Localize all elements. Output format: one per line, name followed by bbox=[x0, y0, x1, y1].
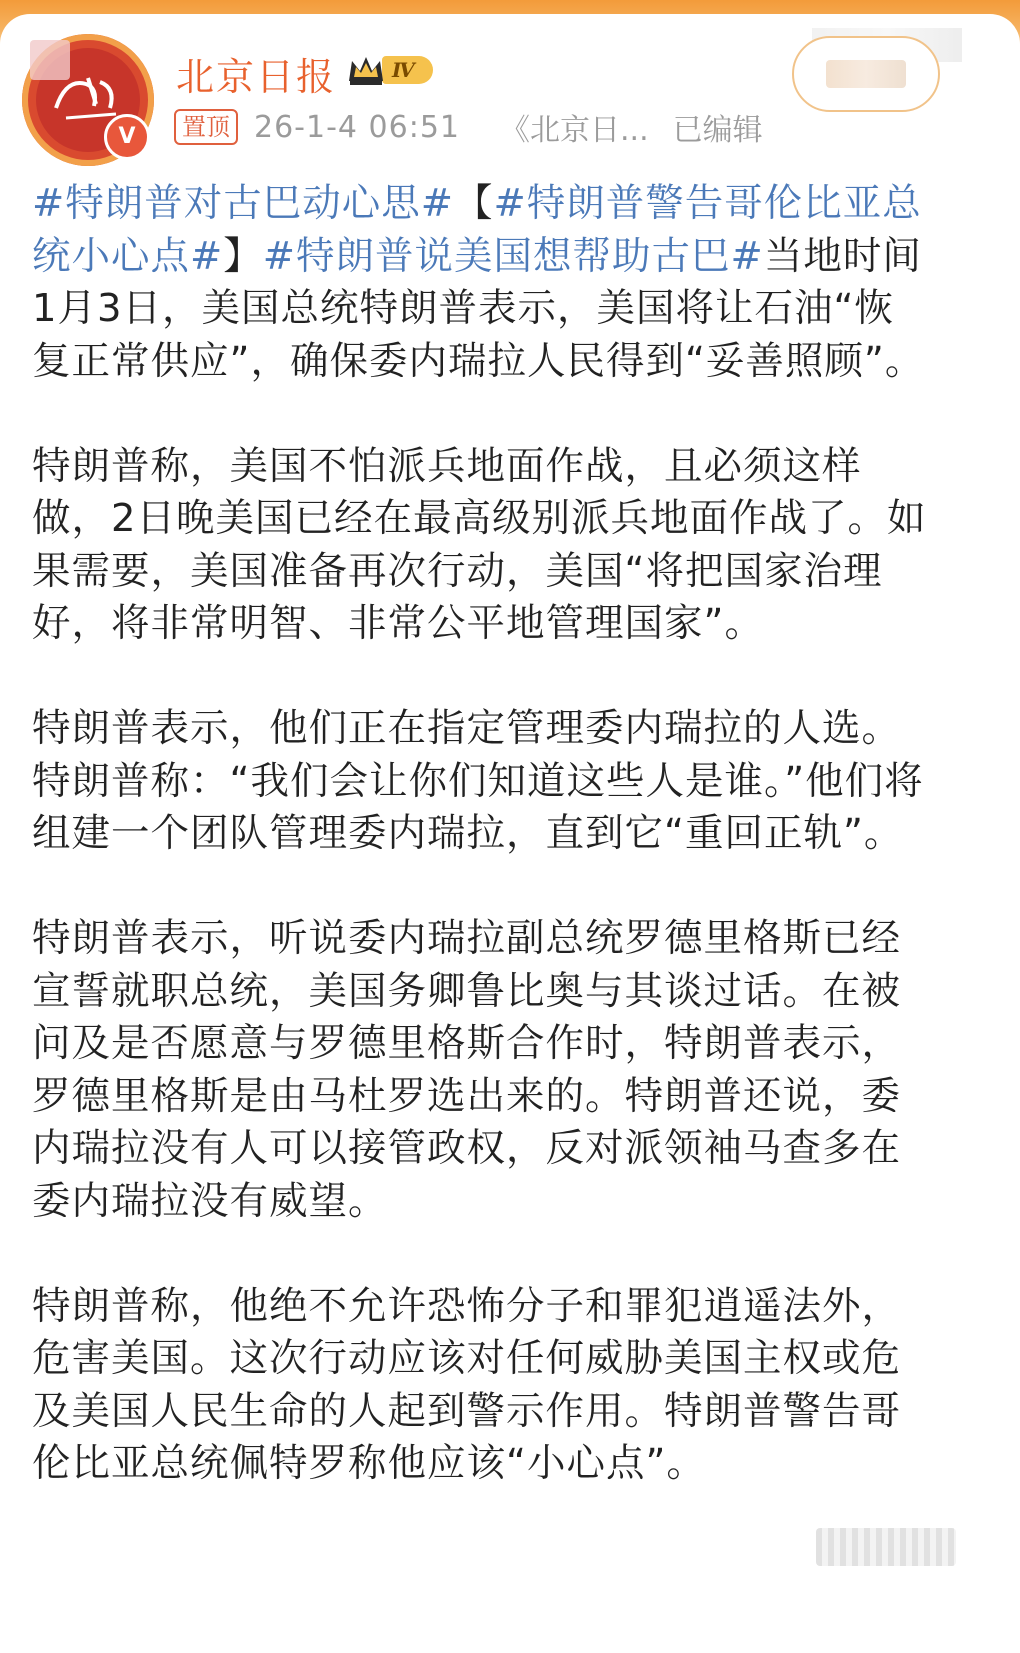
hashtag-link[interactable]: #特朗普说美国想帮助古巴# bbox=[262, 233, 764, 279]
post-body bbox=[32, 178, 932, 1491]
bracket-open: 【 bbox=[454, 181, 494, 226]
paragraph-3: 特朗普表示，他们正在指定管理委内瑞拉的人选。特朗普称：“我们会让你们知道这些人是谁。”他们将组建一个团队管理委内瑞拉，直到它“重回正轨”。 bbox=[32, 706, 924, 856]
paragraph-5: 特朗普称，他绝不允许恐怖分子和罪犯逍遥法外，危害美国。这次行动应该对任何威胁美国主权或危及美国人民生命的人起到警示作用。特朗普警告哥伦比亚总统佩特罗称他应该“小心点”。 bbox=[32, 1283, 902, 1486]
follow-button[interactable] bbox=[792, 36, 940, 112]
level-label: Ⅳ bbox=[382, 56, 433, 84]
verified-icon: V bbox=[104, 114, 150, 160]
paragraph-2: 特朗普称，美国不怕派兵地面作战，且必须这样做，2日晚美国已经在最高级别派兵地面作战了。如果需要，美国准备再次行动，美国“将把国家治理好，将非常明智、非常公平地管理国家”。 bbox=[32, 443, 927, 646]
follow-button-blur bbox=[826, 60, 906, 88]
paragraph-gap bbox=[32, 651, 932, 704]
crown-icon bbox=[346, 53, 386, 87]
paragraph-gap bbox=[32, 1228, 932, 1281]
paragraph-1 bbox=[32, 178, 932, 388]
pinned-tag: 置顶 bbox=[174, 109, 238, 145]
hashtag-link[interactable]: #特朗普对古巴动心思# bbox=[32, 181, 455, 226]
edited-label[interactable]: 已编辑 bbox=[672, 113, 763, 148]
bracket-close: 】 bbox=[223, 233, 263, 279]
post-source[interactable]: 《北京日... bbox=[500, 113, 649, 148]
post-meta bbox=[174, 106, 763, 148]
paragraph-text: 当地时间1月3日，美国总统特朗普表示，美国将让石油“恢复正常供应”，确保委内瑞拉人民得到“妥善照顾”。 bbox=[32, 233, 925, 384]
avatar-blur bbox=[30, 40, 70, 80]
hashtag-link[interactable]: #特朗普警告哥伦比亚总统小心点# bbox=[32, 181, 922, 279]
paragraph-gap bbox=[32, 861, 932, 914]
paragraph-gap bbox=[32, 388, 932, 441]
paragraph-4: 特朗普表示，听说委内瑞拉副总统罗德里格斯已经宣誓就职总统，美国务卿鲁比奥与其谈过话。在被问及是否愿意与罗德里格斯合作时，特朗普表示，罗德里格斯是由马杜罗选出来的。特朗普还说，委内瑞拉没有人可以接管政权，反对派领袖马查多在委内瑞拉没有威望。 bbox=[32, 916, 902, 1224]
level-badge[interactable] bbox=[346, 52, 433, 88]
account-name[interactable]: 北京日报 bbox=[176, 55, 337, 99]
blurred-watermark bbox=[816, 1528, 956, 1566]
post-timestamp: 26-1-4 06:51 bbox=[254, 109, 460, 145]
